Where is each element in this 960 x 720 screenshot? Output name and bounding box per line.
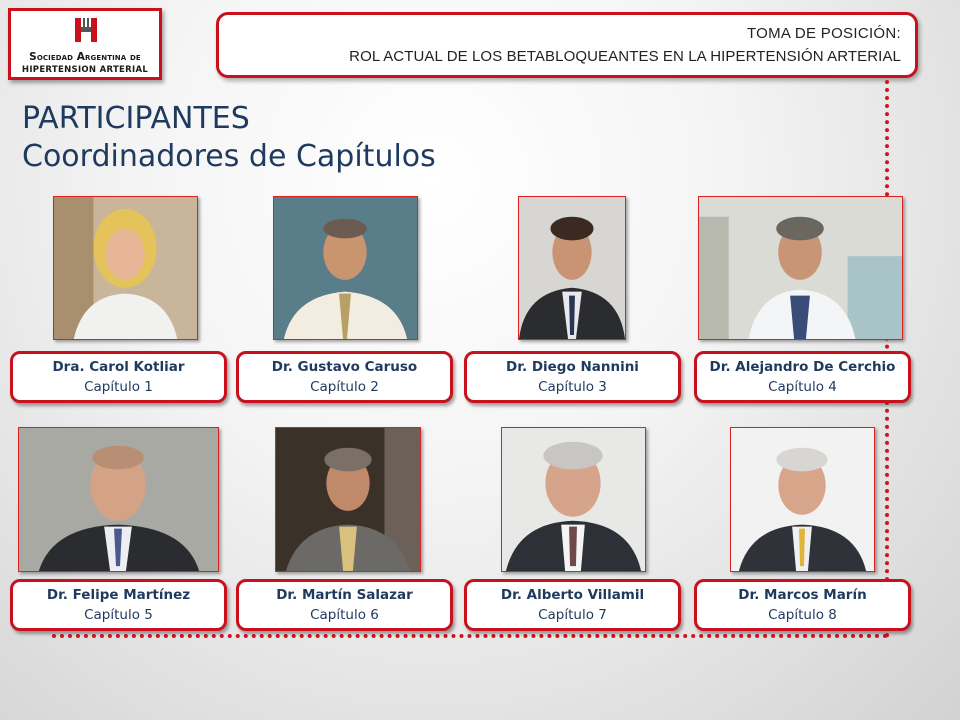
coordinator-photo-1 [53,196,198,340]
coordinator-card-2 [236,351,453,403]
coordinator-chapter: Capítulo 7 [538,607,607,623]
coordinator-card-8 [694,579,911,631]
coordinator-chapter: Capítulo 6 [310,607,379,623]
coordinator-card-4 [694,351,911,403]
society-logo [8,8,162,80]
coordinator-photo-2 [273,196,418,340]
coordinator-name: Dr. Martín Salazar [276,587,413,603]
section-heading [22,100,436,176]
logo-line-1: Sociedad Argentina de [29,51,141,63]
logo-line-2: HIPERTENSION ARTERIAL [21,65,149,75]
section-subtitle: Coordinadores de Capítulos [22,139,436,174]
coordinator-name: Dra. Carol Kotliar [52,359,185,375]
coordinator-photo-5 [18,427,219,572]
coordinator-photo-4 [698,196,903,340]
coordinator-card-6 [236,579,453,631]
coordinator-name: Dr. Marcos Marín [738,587,867,603]
coordinator-photo-8 [730,427,875,572]
coordinator-name: Dr. Gustavo Caruso [271,359,418,375]
coordinator-name: Dr. Diego Nannini [506,359,639,375]
coordinator-card-3 [464,351,681,403]
coordinator-chapter: Capítulo 4 [768,379,837,395]
coordinator-chapter: Capítulo 1 [84,379,153,395]
coordinator-card-5 [10,579,227,631]
coordinator-chapter: Capítulo 2 [310,379,379,395]
document-title-box [216,12,918,78]
coordinator-photo-3 [518,196,626,340]
dotted-connector-horizontal [52,634,888,638]
coordinator-card-1 [10,351,227,403]
coordinator-photo-7 [501,427,646,572]
document-title-line-1: TOMA DE POSICIÓN: [746,25,901,42]
coordinator-chapter: Capítulo 3 [538,379,607,395]
h-logo-icon [73,17,99,43]
section-title: PARTICIPANTES [22,101,250,136]
coordinator-chapter: Capítulo 5 [84,607,153,623]
coordinator-name: Dr. Alberto Villamil [500,587,645,603]
document-title-line-2: ROL ACTUAL DE LOS BETABLOQUEANTES EN LA HIPERTENSIÓN ARTERIAL [349,48,901,65]
coordinator-name: Dr. Felipe Martínez [46,587,191,603]
coordinator-chapter: Capítulo 8 [768,607,837,623]
coordinator-name: Dr. Alejandro De Cerchio [709,359,896,375]
coordinator-card-7 [464,579,681,631]
coordinator-photo-6 [275,427,421,572]
